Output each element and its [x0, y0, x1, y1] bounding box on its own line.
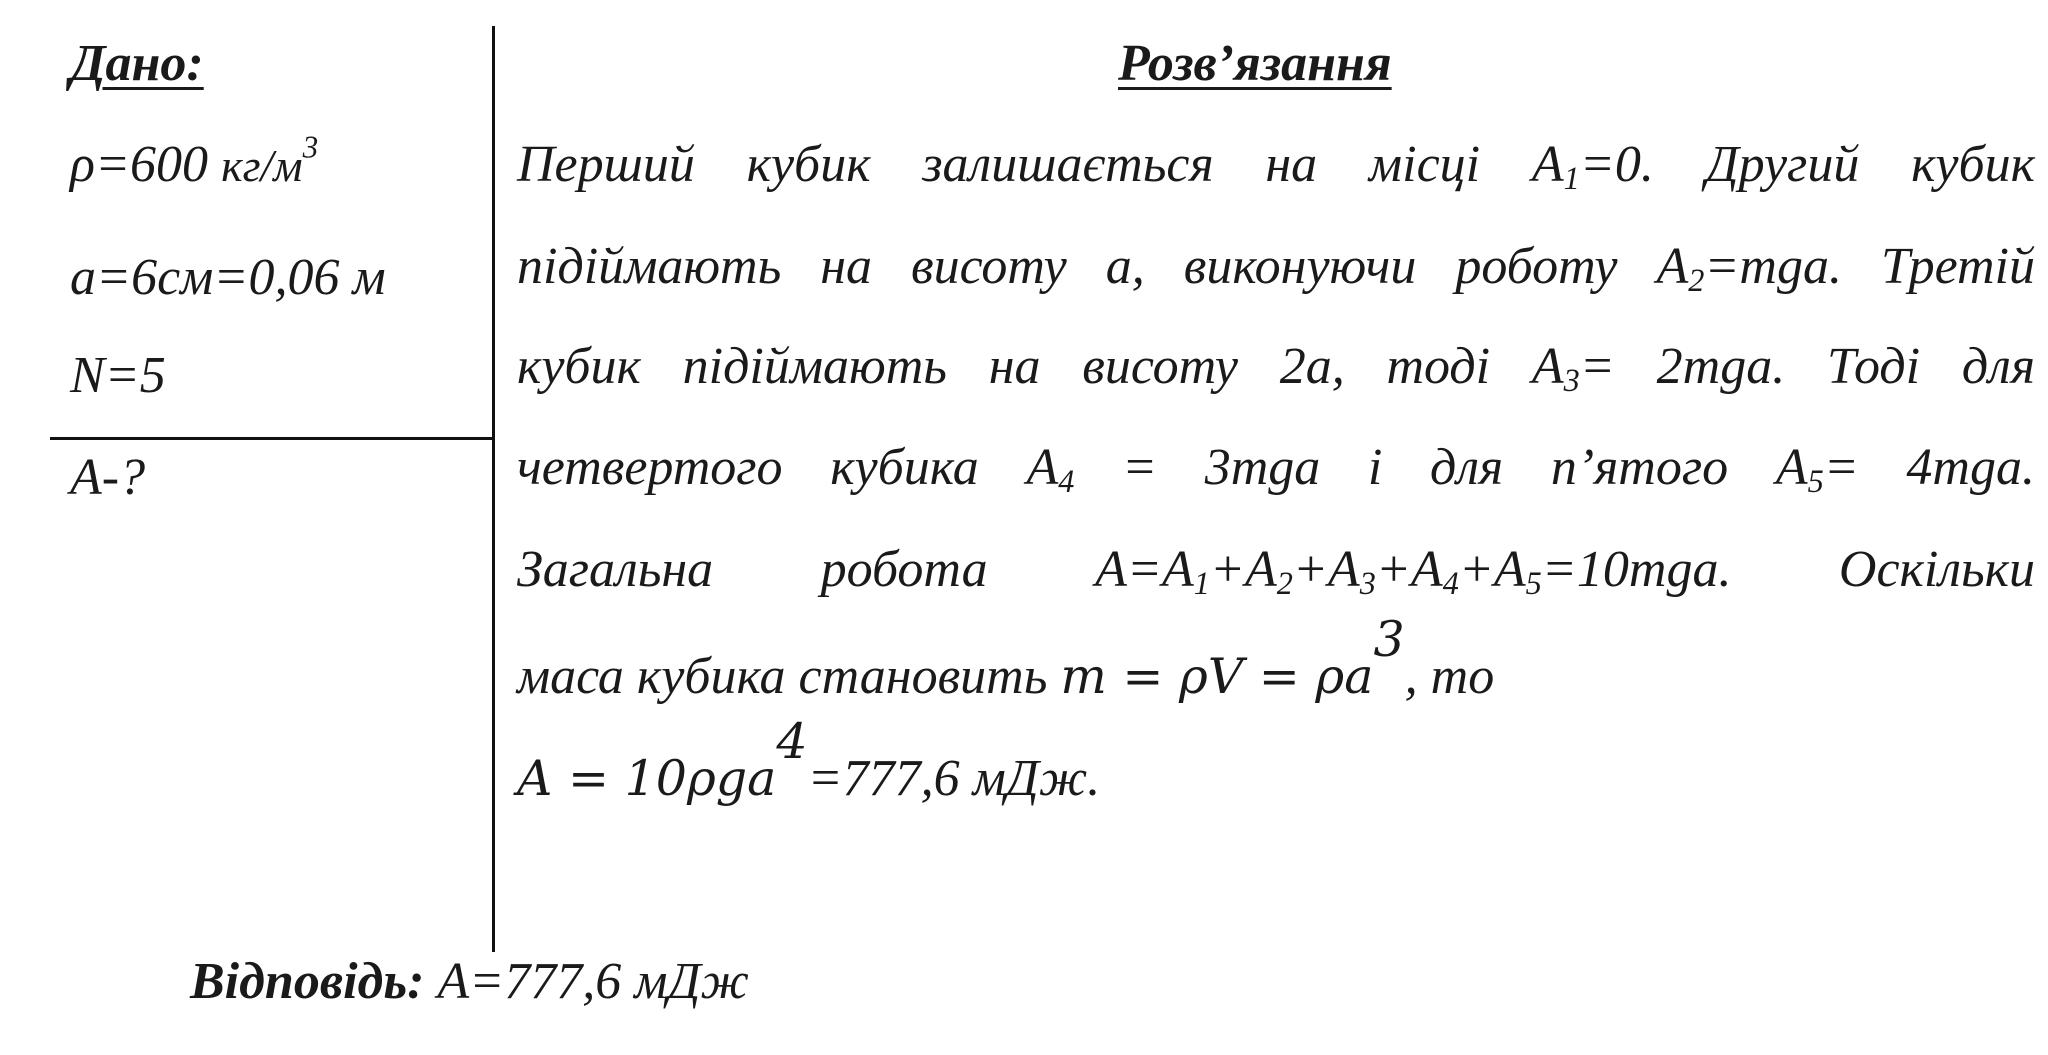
solution-line-7-tail: =777,6 мДж. [807, 749, 1101, 807]
solution-line-5-sub-5: 5 [1525, 565, 1542, 602]
answer [190, 952, 749, 1011]
vertical-divider [492, 26, 495, 952]
solution-line-4-text: четвертого кубика A [517, 439, 1059, 496]
solution-line-1 [517, 135, 2035, 197]
solution-line-7 [517, 713, 2035, 808]
given-density [70, 129, 319, 194]
given-count: N=5 [70, 347, 166, 404]
solution-line-4-subscript: 4 [1058, 463, 1075, 500]
answer-value: A=777,6 мДж [424, 953, 749, 1010]
work-formula-power: 4 [776, 713, 808, 770]
given-unknown: A-? [70, 449, 146, 506]
solution-line-5 [517, 540, 2035, 602]
solution-line-4-middle: = 3mga і для п’ятого A [1074, 439, 1808, 496]
solution-line-5-sub-1: 1 [1193, 565, 1210, 602]
solution-line-1-tail: =0. Другий кубик [1579, 136, 2035, 193]
solution-line-2-text: підіймають на висоту a, виконуючи роботу A [517, 238, 1689, 295]
solution-line-4-tail: = 4mga. [1823, 439, 2035, 496]
given-edge: a=6см=0,06 м [70, 249, 386, 306]
given-density-unit-power: 3 [302, 129, 319, 165]
solution-line-5-plus-4: +A [1458, 541, 1526, 598]
solution-line-5-tail: =10mga. Оскільки [1541, 541, 2035, 598]
answer-label: Відповідь: [190, 953, 425, 1010]
solution-line-4-subscript-2: 5 [1807, 463, 1824, 500]
solution-line-6-tail: , то [1404, 647, 1495, 705]
work-formula: A = 10ρga [517, 749, 777, 807]
solution-line-5-text: Загальна робота A=A [517, 541, 1194, 598]
solution-line-5-sub-4: 4 [1442, 565, 1459, 602]
solution-line-2-tail: =mga. Третій [1704, 238, 2036, 295]
given-density-value: ρ=600 [70, 136, 222, 193]
mass-formula: m = ρV = ρa [1060, 647, 1374, 705]
solution-line-5-sub-2: 2 [1276, 565, 1293, 602]
solution-line-1-text: Перший кубик залишається на місці A [517, 136, 1564, 193]
solution-line-5-plus-3: +A [1375, 541, 1443, 598]
solution-line-2 [517, 237, 2036, 299]
solution-line-3-tail: = 2mga. Тоді для [1579, 338, 2035, 395]
solution-line-1-subscript: 1 [1563, 160, 1580, 197]
solution-line-5-plus-2: +A [1292, 541, 1360, 598]
solution-line-2-subscript: 2 [1688, 262, 1705, 299]
given-title: Дано: [70, 35, 204, 92]
solution-line-5-plus-1: +A [1209, 541, 1277, 598]
solution-line-4 [517, 438, 2035, 500]
given-density-unit: кг/м [221, 140, 303, 191]
solution-line-3-text: кубик підіймають на висоту 2a, тоді A [517, 338, 1564, 395]
solution-line-3 [517, 337, 2035, 399]
solution-line-5-sub-3: 3 [1359, 565, 1376, 602]
solution-line-3-subscript: 3 [1563, 362, 1580, 399]
solution-line-6 [517, 611, 2035, 706]
solution-line-6-text: маса кубика становить [517, 647, 1061, 705]
solution-title: Розв’язання [1118, 35, 1392, 92]
given-divider [50, 437, 494, 440]
mass-formula-power: 3 [1373, 611, 1405, 668]
